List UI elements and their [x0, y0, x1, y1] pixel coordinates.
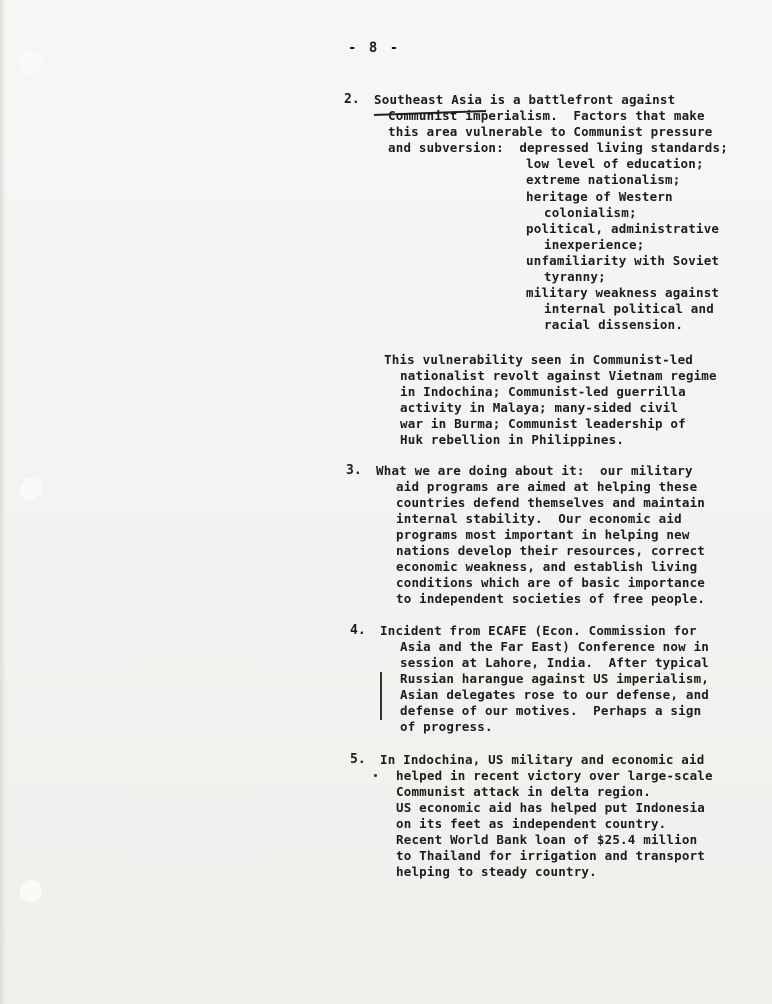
text-line: Russian harangue against US imperialism,: [400, 671, 710, 686]
text-line: US economic aid has helped put Indonesia: [396, 800, 706, 815]
text-line: Southeast Asia is a battlefront against: [374, 92, 676, 107]
text-line: Recent World Bank loan of $25.4 million: [396, 832, 698, 847]
text-line: This vulnerability seen in Communist-led: [384, 352, 694, 367]
text-line: nationalist revolt against Vietnam regime: [400, 368, 717, 383]
text-line: and subversion: depressed living standards;: [388, 140, 728, 155]
page-number: - 8 -: [348, 40, 401, 56]
text-line: Communist imperialism. Factors that make: [388, 108, 705, 123]
text-line: heritage of Western: [526, 189, 673, 204]
text-line: racial dissension.: [544, 317, 684, 332]
text-line: Asian delegates rose to our defense, and: [400, 687, 710, 702]
text-line: conditions which are of basic importance: [396, 575, 706, 590]
paper-edge: [0, 0, 6, 1004]
text-line: programs most important in helping new: [396, 527, 690, 542]
text-line: Communist attack in delta region.: [396, 784, 651, 799]
item-number: 5.: [350, 752, 366, 767]
text-line: unfamiliarity with Soviet: [526, 253, 720, 268]
text-line: to Thailand for irrigation and transport: [396, 848, 706, 863]
text-line: countries defend themselves and maintain: [396, 495, 706, 510]
item-number: 3.: [346, 463, 362, 478]
text-line: political, administrative: [526, 221, 720, 236]
text-line: Incident from ECAFE (Econ. Commission for: [380, 623, 697, 638]
text-line: this area vulnerable to Communist pressure: [388, 124, 713, 139]
text-line: internal political and: [544, 301, 714, 316]
text-line: low level of education;: [526, 156, 704, 171]
text-line: of progress.: [400, 719, 493, 734]
text-line: Huk rebellion in Philippines.: [400, 432, 625, 447]
punch-hole: [20, 880, 42, 902]
text-line: colonialism;: [544, 205, 637, 220]
text-line: aid programs are aimed at helping these: [396, 479, 698, 494]
text-line: economic weakness, and establish living: [396, 559, 698, 574]
margin-dot: [374, 774, 377, 777]
item-number: 2.: [344, 92, 360, 107]
text-line: to independent societies of free people.: [396, 591, 706, 606]
text-line: internal stability. Our economic aid: [396, 511, 682, 526]
margin-mark: [380, 672, 382, 720]
text-line: inexperience;: [544, 237, 645, 252]
text-line: tyranny;: [544, 269, 606, 284]
text-line: on its feet as independent country.: [396, 816, 667, 831]
text-line: defense of our motives. Perhaps a sign: [400, 703, 702, 718]
punch-hole: [20, 478, 42, 500]
text-line: helping to steady country.: [396, 864, 597, 879]
text-line: session at Lahore, India. After typical: [400, 655, 710, 670]
text-line: Asia and the Far East) Conference now in: [400, 639, 710, 654]
item-number: 4.: [350, 623, 366, 638]
text-line: In Indochina, US military and economic aid: [380, 752, 705, 767]
text-line: extreme nationalism;: [526, 172, 681, 187]
text-line: nations develop their resources, correct: [396, 543, 706, 558]
text-line: helped in recent victory over large-scale: [396, 768, 713, 783]
text-line: activity in Malaya; many-sided civil: [400, 400, 679, 415]
text-line: war in Burma; Communist leadership of: [400, 416, 686, 431]
text-line: in Indochina; Communist-led guerrilla: [400, 384, 686, 399]
text-line: military weakness against: [526, 285, 720, 300]
text-line: What we are doing about it: our military: [376, 463, 693, 478]
punch-hole: [20, 52, 42, 74]
